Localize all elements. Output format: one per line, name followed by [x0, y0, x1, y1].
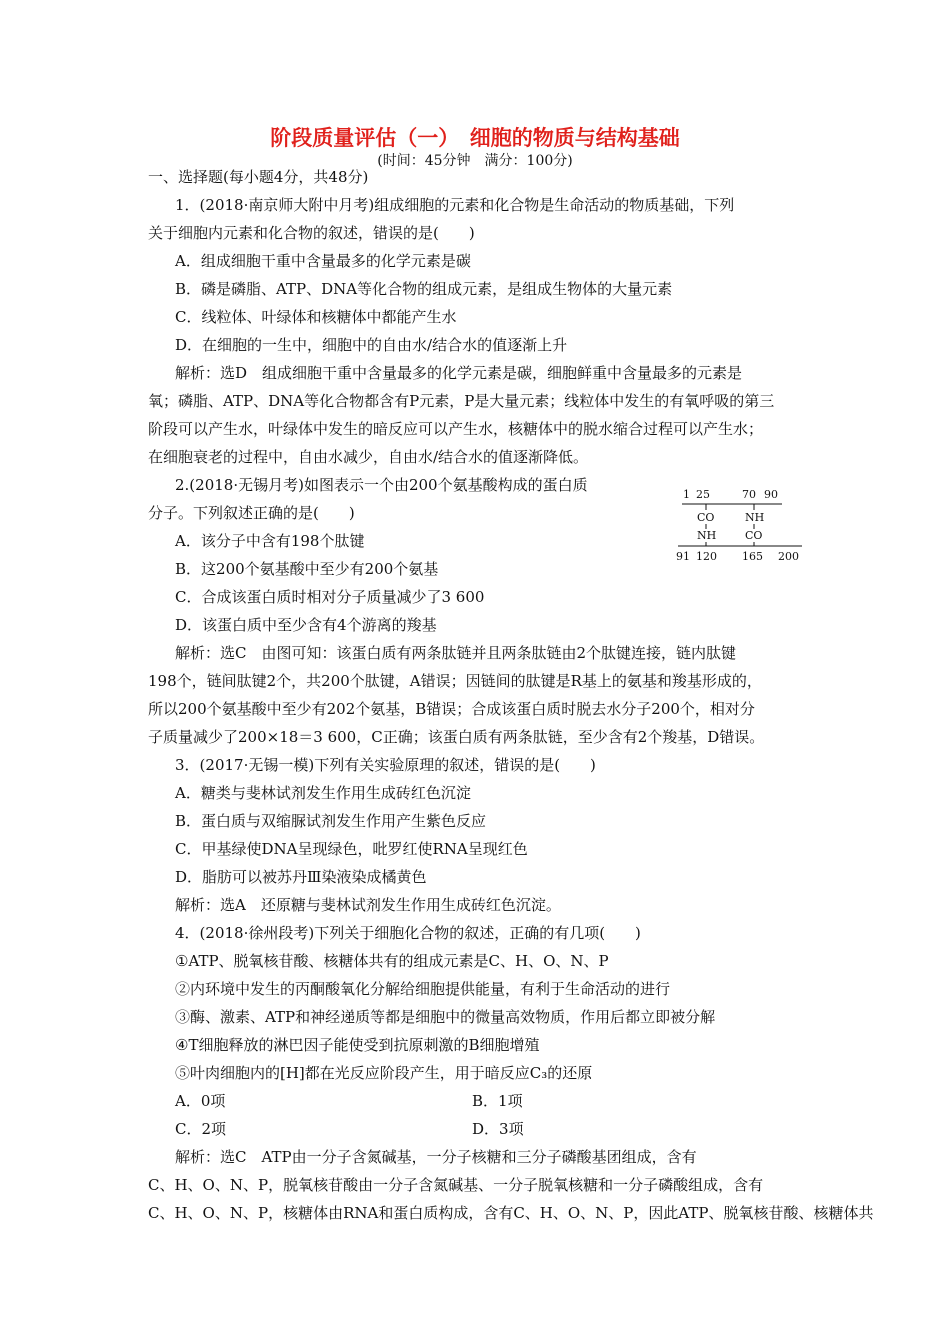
text-line: 氧；磷脂、ATP、DNA等化合物都含有P元素，P是大量元素；线粒体中发生的有氧呼吸的第三 — [148, 392, 775, 410]
page-title: 阶段质量评估（一） 细胞的物质与结构基础 — [270, 126, 680, 150]
text-line: A．组成细胞干重中含量最多的化学元素是碳 — [175, 252, 471, 270]
text-line: B．1项 — [472, 1092, 523, 1110]
text-line: A．0项 — [175, 1092, 226, 1110]
text-line: ②内环境中发生的丙酮酸氧化分解给细胞提供能量，有利于生命活动的进行 — [175, 980, 671, 998]
text-line: B．蛋白质与双缩脲试剂发生作用产生紫色反应 — [175, 812, 487, 830]
text-line: 所以200个氨基酸中至少有202个氨基，B错误；合成该蛋白质时脱去水分子200个，相对分 — [148, 700, 755, 718]
right-bond-nh: NH — [745, 511, 765, 524]
text-line: 解析：选A 还原糖与斐林试剂发生作用生成砖红色沉淀。 — [175, 896, 561, 914]
bottom-label-200: 200 — [778, 550, 799, 563]
text-line: 解析：选D 组成细胞干重中含量最多的化学元素是碳，细胞鲜重中含量最多的元素是 — [175, 364, 743, 382]
top-label-90: 90 — [764, 488, 778, 501]
text-line: A．该分子中含有198个肽键 — [175, 532, 365, 550]
bottom-label-91: 91 — [676, 550, 690, 563]
text-line: B．磷是磷脂、ATP、DNA等化合物的组成元素，是组成生物体的大量元素 — [175, 280, 673, 298]
text-line: C．甲基绿使DNA呈现绿色，吡罗红使RNA呈现红色 — [175, 840, 528, 858]
text-line: A．糖类与斐林试剂发生作用生成砖红色沉淀 — [175, 784, 471, 802]
text-line: D．脂肪可以被苏丹Ⅲ染液染成橘黄色 — [175, 868, 427, 886]
text-line: 解析：选C 由图可知：该蛋白质有两条肽链并且两条肽链由2个肽键连接，链内肽键 — [175, 644, 737, 662]
text-line: 子质量减少了200×18＝3 600，C正确；该蛋白质有两条肽链，至少含有2个羧基，D错误。 — [148, 728, 765, 746]
text-line: B．这200个氨基酸中至少有200个氨基 — [175, 560, 439, 578]
bottom-label-120: 120 — [696, 550, 717, 563]
protein-chain-diagram — [672, 486, 812, 564]
text-line: 一、选择题(每小题4分，共48分) — [148, 168, 369, 186]
text-line: 4．(2018·徐州段考)下列关于细胞化合物的叙述，正确的有几项( ) — [175, 924, 641, 942]
text-line: 关于细胞内元素和化合物的叙述，错误的是( ) — [148, 224, 475, 242]
top-label-25: 25 — [696, 488, 710, 501]
left-bond-nh: NH — [697, 529, 717, 542]
text-line: 2.(2018·无锡月考)如图表示一个由200个氨基酸构成的蛋白质 — [175, 476, 588, 494]
text-line: ①ATP、脱氧核苷酸、核糖体共有的组成元素是C、H、O、N、P — [175, 952, 609, 970]
text-line: D．在细胞的一生中，细胞中的自由水/结合水的值逐渐上升 — [175, 336, 568, 354]
text-line: 在细胞衰老的过程中，自由水减少，自由水/结合水的值逐渐降低。 — [148, 448, 589, 466]
text-line: C、H、O、N、P，脱氧核苷酸由一分子含氮碱基、一分子脱氧核糖和一分子磷酸组成，含有 — [148, 1176, 764, 1194]
text-line: 阶段可以产生水，叶绿体中发生的暗反应可以产生水，核糖体中的脱水缩合过程可以产生水； — [148, 420, 764, 438]
text-line: 3．(2017·无锡一模)下列有关实验原理的叙述，错误的是( ) — [175, 756, 596, 774]
top-label-1: 1 — [683, 488, 690, 501]
text-line: C．线粒体、叶绿体和核糖体中都能产生水 — [175, 308, 457, 326]
text-line: 1．(2018·南京师大附中月考)组成细胞的元素和化合物是生命活动的物质基础，下列 — [175, 196, 735, 214]
text-line: C．合成该蛋白质时相对分子质量减少了3 600 — [175, 588, 485, 606]
right-bond-co: CO — [745, 529, 763, 542]
left-bond-co: CO — [697, 511, 715, 524]
top-label-70: 70 — [742, 488, 756, 501]
text-line: ⑤叶肉细胞内的[H]都在光反应阶段产生，用于暗反应C₃的还原 — [175, 1064, 593, 1082]
text-line: C、H、O、N、P，核糖体由RNA和蛋白质构成，含有C、H、O、N、P，因此ATP、脱氧核苷酸、核糖体共 — [148, 1204, 874, 1222]
text-line: 解析：选C ATP由一分子含氮碱基，一分子核糖和三分子磷酸基团组成，含有 — [175, 1148, 697, 1166]
text-line: D．该蛋白质中至少含有4个游离的羧基 — [175, 616, 437, 634]
text-line: D．3项 — [472, 1120, 524, 1138]
page-subtitle: (时间：45分钟 满分：100分) — [377, 153, 573, 169]
text-line: ③酶、激素、ATP和神经递质等都是细胞中的微量高效物质，作用后都立即被分解 — [175, 1008, 716, 1026]
text-line: C．2项 — [175, 1120, 227, 1138]
text-line: 分子。下列叙述正确的是( ) — [148, 504, 355, 522]
text-line: 198个，链间肽键2个，共200个肽键，A错误；因链间的肽键是R基上的氨基和羧基形成的， — [148, 672, 762, 690]
bottom-label-165: 165 — [742, 550, 763, 563]
text-line: ④T细胞释放的淋巴因子能使受到抗原刺激的B细胞增殖 — [175, 1036, 540, 1054]
